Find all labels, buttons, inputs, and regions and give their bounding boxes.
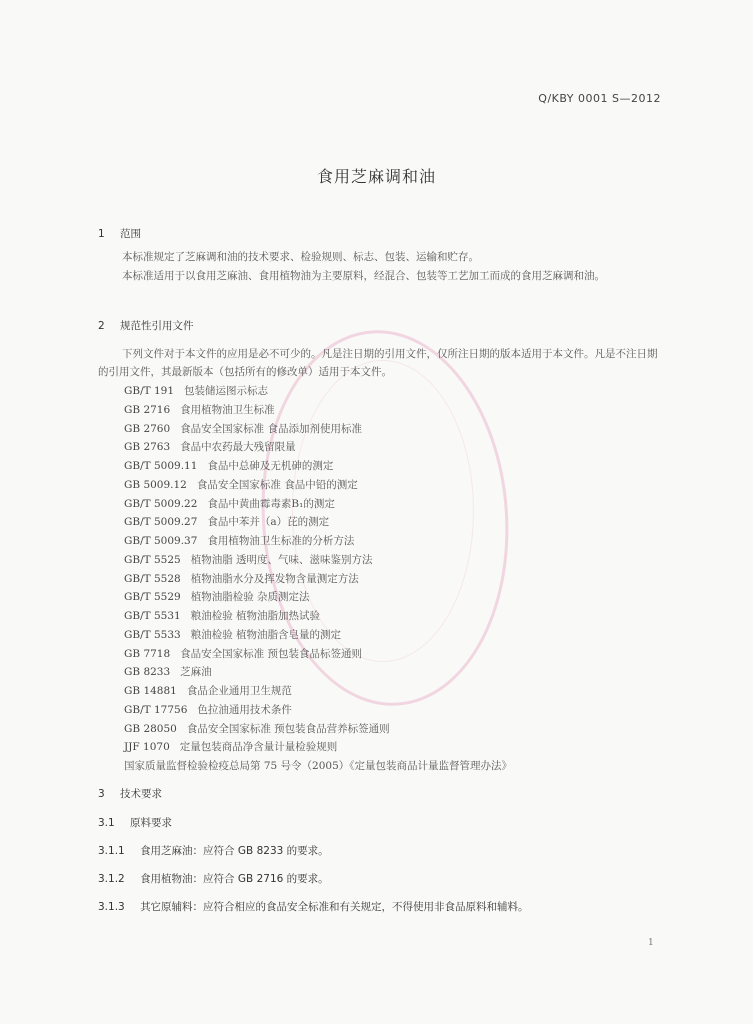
reference-code: GB 2716	[124, 403, 171, 416]
section-title: 范围	[120, 228, 142, 240]
clause-text: 其它原辅料：应符合相应的食品安全标准和有关规定，不得使用非食品原料和辅料。	[140, 901, 529, 913]
reference-code: GB/T 5009.11	[124, 460, 198, 472]
section-number: 1	[98, 228, 105, 240]
section-2-heading	[98, 318, 194, 333]
clause-number: 3.1.2	[98, 873, 125, 885]
reference-title: 定量包装商品净含量计量检验规则	[179, 741, 338, 754]
reference-code: GB/T 5009.37	[124, 535, 198, 547]
reference-title: 食品中苯并（a）芘的测定	[207, 516, 330, 529]
section-title: 原料要求	[130, 817, 173, 829]
reference-item	[124, 588, 512, 607]
document-title: 食用芝麻调和油	[316, 167, 436, 186]
reference-title: 食品安全国家标准 预包装食品标签通则	[180, 647, 363, 660]
reference-code: GB 7718	[124, 647, 171, 660]
normative-reference-list	[124, 382, 512, 776]
clause-text: 食用芝麻油：应符合 GB 8233 的要求。	[140, 845, 329, 857]
section-3-1-heading	[98, 815, 172, 830]
reference-item	[124, 645, 512, 664]
section-number: 2	[98, 320, 105, 332]
reference-item	[124, 701, 512, 720]
reference-title: 国家质量监督检验检疫总局第 75 号令（2005）《定量包装商品计量监督管理办法》	[124, 760, 513, 772]
reference-item	[124, 607, 512, 626]
page-number: 1	[648, 938, 654, 948]
reference-title: 芝麻油	[180, 666, 212, 679]
section-title: 技术要求	[120, 788, 163, 800]
section-2-paragraph: 下列文件对于本文件的应用是必不可少的。凡是注日期的引用文件，仅所注日期的版本适用于本文件。凡是不注日期的引用文件，其最新版本（包括所有的修改单）适用于本文件。	[98, 348, 658, 378]
reference-item	[124, 476, 512, 495]
reference-title: 食品中农药最大残留限量	[180, 441, 296, 454]
clause-number: 3.1.3	[98, 901, 125, 913]
reference-item	[124, 420, 512, 439]
reference-code: GB/T 5528	[124, 572, 181, 585]
clause-text: 食用植物油：应符合 GB 2716 的要求。	[140, 873, 329, 885]
reference-code: GB 2760	[124, 422, 171, 435]
reference-code: GB/T 5009.22	[124, 497, 198, 510]
reference-item	[124, 570, 512, 589]
reference-code: GB 5009.12	[124, 478, 187, 491]
reference-code: GB/T 5009.27	[124, 516, 198, 529]
section-1-heading	[98, 226, 141, 241]
reference-item	[124, 551, 512, 570]
reference-item	[124, 513, 512, 532]
reference-title: 植物油脂水分及挥发物含量测定方法	[190, 572, 359, 585]
reference-title: 食品中黄曲霉毒素B₁的测定	[207, 497, 335, 510]
section-3-heading	[98, 786, 162, 801]
reference-code: GB 8233	[124, 666, 171, 679]
reference-code: GB 28050	[124, 722, 177, 735]
reference-item	[124, 382, 512, 401]
reference-item	[124, 438, 512, 457]
reference-title: 食品企业通用卫生规范	[186, 685, 292, 697]
reference-item	[124, 682, 512, 701]
clause-3-1-2	[98, 871, 329, 886]
reference-code: GB/T 5529	[124, 591, 181, 604]
reference-title: 粮油检验 植物油脂含皂量的测定	[190, 628, 342, 641]
reference-item	[124, 401, 512, 420]
reference-title: 食用植物油卫生标准的分析方法	[207, 535, 355, 547]
reference-title: 食用植物油卫生标准	[180, 403, 275, 416]
reference-code: GB/T 17756	[124, 703, 188, 716]
reference-item	[124, 720, 512, 739]
reference-item	[124, 457, 512, 476]
section-1-paragraph-2: 本标准适用于以食用芝麻油、食用植物油为主要原料，经混合、包装等工艺加工而成的食用芝麻调和油。	[122, 270, 605, 282]
reference-title: 植物油脂 透明度、气味、滋味鉴别方法	[190, 553, 373, 566]
standard-number: Q/KBY 0001 S—2012	[538, 92, 661, 105]
reference-title: 粮油检验 植物油脂加热试验	[190, 610, 321, 622]
reference-code: GB 2763	[124, 441, 171, 454]
reference-item	[124, 626, 512, 645]
clause-3-1-3	[98, 899, 529, 914]
reference-title: 食品安全国家标准 食品中铅的测定	[196, 478, 358, 491]
reference-title: 食品安全国家标准 预包装食品营养标签通则	[186, 722, 390, 735]
section-number: 3.1	[98, 817, 115, 829]
reference-code: GB 14881	[124, 685, 177, 697]
reference-title: 色拉油通用技术条件	[197, 703, 292, 716]
reference-item	[124, 757, 512, 776]
reference-item	[124, 663, 512, 682]
reference-title: 食品中总砷及无机砷的测定	[207, 460, 334, 472]
clause-3-1-1	[98, 843, 329, 858]
section-title: 规范性引用文件	[120, 320, 194, 332]
reference-title: 植物油脂检验 杂质测定法	[190, 591, 310, 604]
reference-code: GB/T 191	[124, 385, 175, 397]
reference-title: 食品安全国家标准 食品添加剂使用标准	[180, 422, 363, 435]
section-1-paragraph-1: 本标准规定了芝麻调和油的技术要求、检验规则、标志、包装、运输和贮存。	[122, 251, 479, 263]
reference-title: 包装储运图示标志	[184, 385, 269, 397]
reference-item	[124, 738, 512, 757]
reference-item	[124, 532, 512, 551]
reference-code: GB/T 5525	[124, 553, 181, 566]
reference-code: JJF 1070	[124, 741, 170, 754]
section-number: 3	[98, 788, 105, 800]
clause-number: 3.1.1	[98, 845, 125, 857]
reference-code: GB/T 5533	[124, 628, 181, 641]
reference-item	[124, 495, 512, 514]
reference-code: GB/T 5531	[124, 610, 181, 622]
